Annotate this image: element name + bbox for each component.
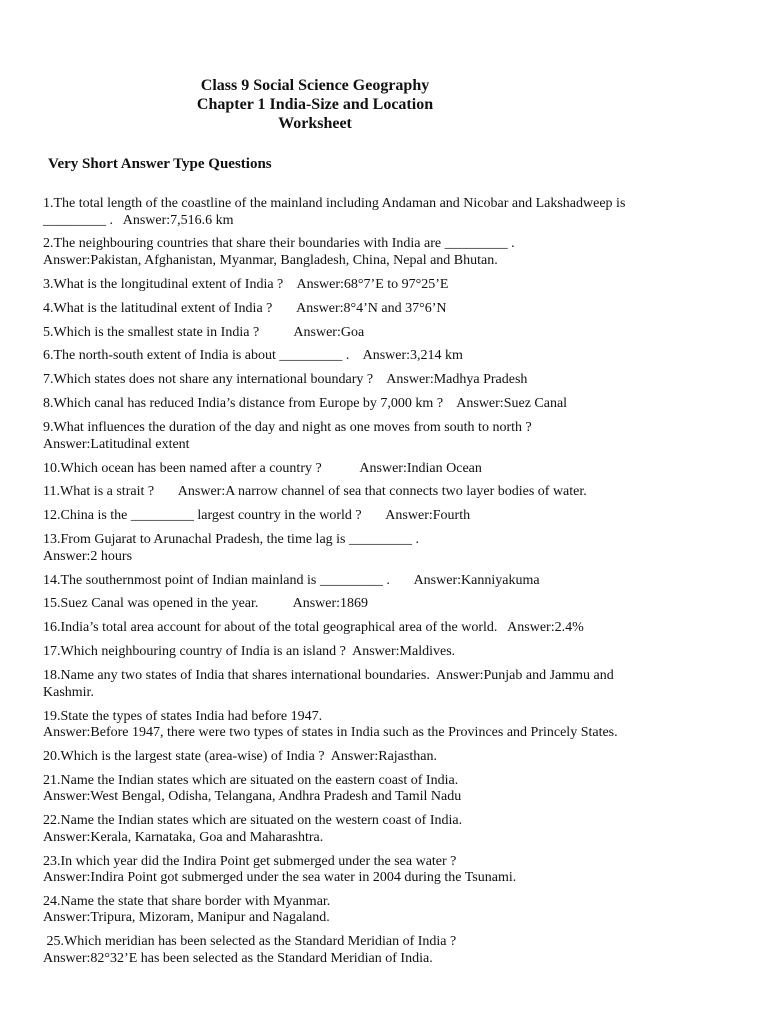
question-item xyxy=(43,461,733,478)
question-item xyxy=(43,508,733,525)
question-text: 17.Which neighbouring country of India is an island ? Answer:Maldives. xyxy=(43,644,456,660)
question-item xyxy=(43,325,733,342)
question-text: 22.Name the Indian states which are situated on the western coast of India. xyxy=(43,813,463,829)
question-item xyxy=(43,854,733,887)
question-text: 8.Which canal has reduced India’s distance from Europe by 7,000 km ? Answer:Suez Canal xyxy=(43,396,568,412)
question-text: 1.The total length of the coastline of the mainland including Andaman and Nicobar and Lakshadweep is xyxy=(43,196,626,211)
question-text: 24.Name the state that share border with Myanmar. xyxy=(43,893,331,909)
question-item xyxy=(43,749,733,766)
question-continuation: Answer:West Bengal, Odisha, Telangana, Andhra Pradesh and Tamil Nadu xyxy=(43,789,462,805)
question-item xyxy=(43,396,733,413)
question-item xyxy=(43,348,733,365)
question-continuation: Answer:Before 1947, there were two types of states in India such as the Provinces and Princely States. xyxy=(43,725,618,741)
question-text: 11.What is a strait ? Answer:A narrow channel of sea that connects two layer bodies of water. xyxy=(43,484,587,500)
question-text: 19.State the types of states India had before 1947. xyxy=(43,708,323,724)
question-text: 20.Which is the largest state (area-wise) of India ? Answer:Rajasthan. xyxy=(43,748,437,764)
question-item xyxy=(43,668,733,701)
question-list xyxy=(43,196,733,975)
question-item xyxy=(43,620,733,637)
question-text: 7.Which states does not share any international boundary ? Answer:Madhya Pradesh xyxy=(43,372,528,388)
question-item xyxy=(43,196,733,229)
question-item xyxy=(43,813,733,846)
question-item xyxy=(43,236,733,269)
title-line-subject: Class 9 Social Science Geography xyxy=(200,77,430,94)
question-text: 25.Which meridian has been selected as the Standard Meridian of India ? xyxy=(43,934,457,950)
question-text: 3.What is the longitudinal extent of India ? Answer:68°7’E to 97°25’E xyxy=(43,276,449,292)
question-text: 12.China is the _________ largest country in the world ? Answer:Fourth xyxy=(43,508,471,524)
question-text: 2.The neighbouring countries that share their boundaries with India are _________ . xyxy=(43,236,515,252)
question-item xyxy=(43,596,733,613)
question-item xyxy=(43,709,733,742)
question-text: 18.Name any two states of India that shares international boundaries. Answer:Punjab and Jammu and xyxy=(43,668,614,684)
question-item xyxy=(43,301,733,318)
question-continuation: Answer:Pakistan, Afghanistan, Myanmar, Bangladesh, China, Nepal and Bhutan. xyxy=(43,252,498,268)
question-item xyxy=(43,644,733,661)
question-item xyxy=(43,484,733,501)
question-text: 16.India’s total area account for about of the total geographical area of the world. Answer:2.4% xyxy=(43,620,584,636)
question-text: 23.In which year did the Indira Point get submerged under the sea water ? xyxy=(43,853,457,869)
question-item xyxy=(43,420,733,453)
question-item xyxy=(43,773,733,806)
question-text: 4.What is the latitudinal extent of India ? Answer:8°4’N and 37°6’N xyxy=(43,300,447,316)
question-continuation: _________ . Answer:7,516.6 km xyxy=(43,212,234,228)
question-item xyxy=(43,934,733,967)
question-item xyxy=(43,894,733,927)
question-text: 10.Which ocean has been named after a country ? Answer:Indian Ocean xyxy=(43,460,482,476)
question-text: 21.Name the Indian states which are situated on the eastern coast of India. xyxy=(43,772,459,788)
question-item xyxy=(43,532,733,565)
worksheet-title xyxy=(0,76,630,133)
question-continuation: Answer:Latitudinal extent xyxy=(43,436,190,452)
question-text: 5.Which is the smallest state in India ? Answer:Goa xyxy=(43,324,365,340)
question-continuation: Answer:Kerala, Karnataka, Goa and Maharashtra. xyxy=(43,829,324,845)
question-continuation: Answer:2 hours xyxy=(43,548,133,564)
question-text: 6.The north-south extent of India is about _________ . Answer:3,214 km xyxy=(43,348,463,364)
question-text: 15.Suez Canal was opened in the year. Answer:1869 xyxy=(43,596,369,612)
question-text: 13.From Gujarat to Arunachal Pradesh, the time lag is _________ . xyxy=(43,532,419,548)
question-continuation: Answer:82°32’E has been selected as the Standard Meridian of India. xyxy=(43,950,433,966)
title-line-worksheet: Worksheet xyxy=(278,115,352,132)
section-heading: Very Short Answer Type Questions xyxy=(48,156,272,172)
question-text: 9.What influences the duration of the day and night as one moves from south to north ? xyxy=(43,420,532,436)
question-text: 14.The southernmost point of Indian mainland is _________ . Answer:Kanniyakuma xyxy=(43,572,540,588)
question-item xyxy=(43,573,733,590)
question-continuation: Kashmir. xyxy=(43,684,94,700)
question-continuation: Answer:Indira Point got submerged under the sea water in 2004 during the Tsunami. xyxy=(43,870,517,886)
question-continuation: Answer:Tripura, Mizoram, Manipur and Nagaland. xyxy=(43,910,330,926)
title-line-chapter: Chapter 1 India-Size and Location xyxy=(196,96,434,113)
question-item xyxy=(43,277,733,294)
question-item xyxy=(43,372,733,389)
